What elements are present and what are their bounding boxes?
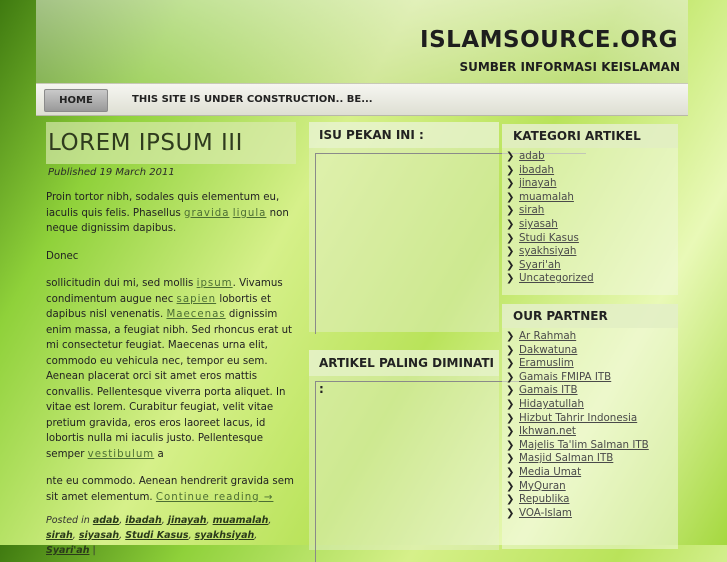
widget-title: OUR PARTNER — [502, 304, 678, 328]
category-link[interactable]: siyasah — [519, 217, 558, 230]
chevron-right-icon: ❯ — [506, 398, 515, 410]
category-link[interactable]: sirah — [519, 204, 545, 217]
text: nte eu commodo. Aenean hendrerit gravida sem sit amet elementum. — [46, 476, 294, 503]
text: lobortis et dapibus nisl venenatis. — [46, 293, 271, 320]
category-list — [502, 148, 678, 290]
news-ticker: THIS SITE IS UNDER CONSTRUCTION.. BE... — [132, 94, 373, 105]
post-paragraph — [46, 474, 296, 505]
partner-link[interactable]: Ar Rahmah — [519, 330, 577, 342]
tag-link[interactable]: muamalah — [212, 515, 269, 526]
chevron-right-icon: ❯ — [506, 232, 515, 244]
chevron-right-icon: ❯ — [506, 480, 515, 492]
site-description: SUMBER INFORMASI KEISLAMAN — [459, 60, 680, 74]
meta-separator: | — [92, 545, 96, 556]
partner-item — [506, 480, 678, 494]
chevron-right-icon: ❯ — [506, 205, 515, 217]
category-item — [506, 232, 678, 246]
link-ligula[interactable]: ligula — [232, 207, 267, 219]
post-paragraph: Donec — [46, 250, 79, 262]
category-item — [506, 245, 678, 259]
category-link[interactable]: syakhsiyah — [519, 245, 577, 258]
chevron-right-icon: ❯ — [506, 178, 515, 190]
category-link[interactable]: muamalah — [519, 190, 574, 203]
partner-item — [506, 371, 678, 385]
site-header — [36, 0, 688, 84]
chevron-right-icon: ❯ — [506, 426, 515, 438]
chevron-right-icon: ❯ — [506, 246, 515, 258]
category-link[interactable]: adab — [519, 150, 545, 162]
partner-link[interactable]: Masjid Salman ITB — [519, 452, 614, 465]
chevron-right-icon: ❯ — [506, 412, 515, 424]
partner-link[interactable]: Ikhwan.net — [519, 425, 576, 438]
category-item — [506, 164, 678, 178]
chevron-right-icon: ❯ — [506, 439, 515, 451]
tag-link[interactable]: adab — [92, 515, 120, 526]
chevron-right-icon: ❯ — [506, 259, 515, 271]
chevron-right-icon: ❯ — [506, 151, 515, 162]
home-button[interactable]: HOME — [44, 89, 108, 112]
site-title[interactable]: ISLAMSOURCE.ORG — [420, 27, 678, 53]
chevron-right-icon: ❯ — [506, 331, 515, 342]
chevron-right-icon: ❯ — [506, 164, 515, 176]
partner-list — [502, 328, 678, 524]
widget-artikel-paling-diminati — [309, 350, 499, 550]
tag-link[interactable]: syakhsiyah — [194, 530, 255, 541]
continue-reading-link[interactable]: Continue reading → — [155, 491, 274, 503]
partner-item — [506, 398, 678, 412]
category-item — [506, 218, 678, 232]
chevron-right-icon: ❯ — [506, 273, 515, 285]
post-date: Published 19 March 2011 — [48, 167, 175, 178]
partner-link[interactable]: Hizbut Tahrir Indonesia — [519, 411, 638, 424]
partner-item — [506, 330, 678, 344]
widget-title: KATEGORI ARTIKEL — [502, 124, 678, 148]
tag-link[interactable]: sirah — [46, 530, 73, 541]
partner-item — [506, 344, 678, 358]
post-paragraph — [46, 276, 296, 462]
nav-bar — [36, 83, 688, 116]
chevron-right-icon: ❯ — [506, 371, 515, 383]
partner-item — [506, 439, 678, 453]
link-vestibulum[interactable]: vestibulum — [87, 448, 155, 460]
partner-item — [506, 507, 678, 521]
category-item — [506, 272, 678, 286]
partner-link[interactable]: Hidayatullah — [519, 397, 584, 410]
partner-item — [506, 466, 678, 480]
partner-link[interactable]: Gamais ITB — [519, 384, 578, 397]
widget-partner — [502, 304, 678, 549]
category-link[interactable]: jinayah — [519, 177, 557, 190]
text: dignissim enim massa, a feugiat nibh. Sed rhoncus erat ut mi consectetur feugiat. Maecenas urna elit, commodo eu vehicula nec, tempor eu sem. Aenean placerat orci sit amet eros mattis convallis. Pellentesque viverra porta aliquet. In vitae est lorem. Curabitur feugiat, velit vitae pretium gravida, eros eros laoreet lacus, id lobortis nulla mi iaculis justo. Pellentesque semper — [46, 309, 293, 460]
widget-kategori — [502, 124, 678, 295]
tag-link[interactable]: jinayah — [167, 515, 207, 526]
posted-in-label: Posted in — [46, 515, 90, 526]
chevron-right-icon: ❯ — [506, 466, 515, 478]
partner-item — [506, 452, 678, 466]
partner-link[interactable]: Media Umat — [519, 465, 582, 478]
partner-link[interactable]: Dakwatuna — [519, 343, 578, 356]
partner-link[interactable]: Eramuslim — [519, 357, 574, 370]
text: . Vivamus condimentum augue nec — [46, 278, 283, 305]
category-item — [506, 204, 678, 218]
text: sollicitudin dui mi, sed mollis — [46, 278, 197, 289]
post-paragraph — [46, 190, 296, 237]
partner-link[interactable]: VOA-Islam — [519, 506, 572, 519]
chevron-right-icon: ❯ — [506, 494, 515, 506]
text: non neque dignissim dapibus. — [46, 207, 289, 234]
text: a — [154, 448, 164, 460]
category-link[interactable]: ibadah — [519, 163, 555, 176]
tag-link[interactable]: siyasah — [78, 530, 120, 541]
partner-link[interactable]: Republika — [519, 493, 570, 506]
link-gravida[interactable]: gravida — [184, 207, 230, 219]
partner-link[interactable]: MyQuran — [519, 479, 566, 492]
link-sapien[interactable]: sapien — [176, 293, 217, 305]
link-maecenas[interactable]: Maecenas — [166, 309, 226, 320]
partner-item — [506, 425, 678, 439]
chevron-right-icon: ❯ — [506, 191, 515, 203]
category-item — [506, 150, 678, 164]
partner-link[interactable]: Gamais FMIPA ITB — [519, 370, 612, 383]
partner-item — [506, 384, 678, 398]
link-ipsum[interactable]: ipsum — [196, 278, 233, 289]
page — [36, 0, 688, 556]
post-body — [46, 190, 296, 505]
category-item — [506, 177, 678, 191]
chevron-right-icon: ❯ — [506, 507, 515, 519]
chevron-right-icon: ❯ — [506, 453, 515, 465]
widget-title: ISU PEKAN INI : — [309, 122, 499, 148]
post-title[interactable]: LOREM IPSUM III — [46, 122, 296, 164]
chevron-right-icon: ❯ — [506, 218, 515, 230]
partner-item — [506, 493, 678, 507]
tag-link[interactable]: Syari'ah — [46, 545, 90, 556]
tag-link[interactable]: Studi Kasus — [125, 530, 189, 541]
category-item — [506, 259, 678, 273]
partner-item — [506, 357, 678, 371]
category-link[interactable]: Studi Kasus — [519, 231, 579, 244]
chevron-right-icon: ❯ — [506, 358, 515, 370]
category-link[interactable]: Uncategorized — [519, 272, 594, 285]
partner-item — [506, 412, 678, 426]
widget-title: ARTIKEL PALING DIMINATI : — [309, 350, 499, 376]
text: Proin tortor nibh, sodales quis elementum eu, iaculis quis felis. Phasellus — [46, 192, 280, 219]
chevron-right-icon: ❯ — [506, 385, 515, 397]
post-meta: Posted in adab, ibadah, jinayah, muamalah, sirah, siyasah, Studi Kasus, syakhsiyah, Syari'ah | — [46, 515, 272, 556]
widget-isu-pekan-ini — [309, 122, 499, 332]
chevron-right-icon: ❯ — [506, 344, 515, 356]
post — [46, 122, 296, 558]
tag-link[interactable]: ibadah — [125, 515, 162, 526]
category-link[interactable]: Syari'ah — [519, 258, 561, 271]
partner-link[interactable]: Majelis Ta'lim Salman ITB — [519, 438, 649, 451]
category-item — [506, 191, 678, 205]
